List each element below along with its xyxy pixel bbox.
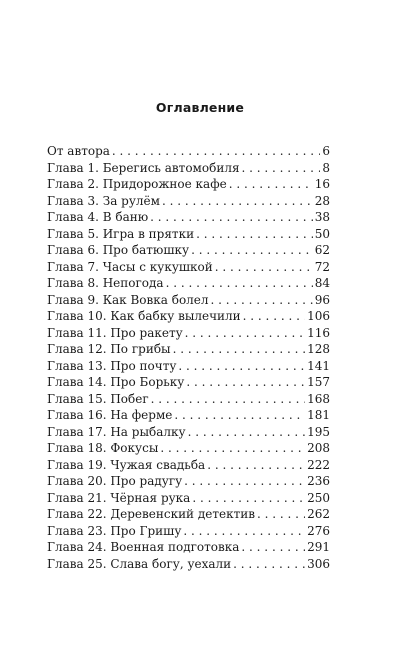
dot-leader — [243, 308, 305, 325]
toc-entry-page-number: 250 — [307, 490, 330, 505]
toc-entry — [47, 440, 330, 457]
toc-entry-title: Глава 2. Придорожное кафе — [47, 177, 227, 191]
toc-entry-title: Глава 10. Как бабку вылечили — [47, 309, 241, 323]
toc-entry — [47, 424, 330, 441]
dot-leader — [185, 325, 305, 342]
dot-leader — [166, 275, 313, 292]
toc-entry-title: Глава 6. Про батюшку — [47, 243, 190, 257]
toc-entry-page-number: 208 — [307, 441, 330, 455]
dot-leader — [191, 242, 313, 259]
toc-entry-title: Глава 7. Часы с кукушкой — [47, 259, 213, 274]
toc-entry-page-number: 168 — [307, 391, 330, 406]
toc-entry — [47, 242, 330, 259]
toc-entry — [47, 523, 330, 540]
toc-entry-page-number: 181 — [307, 408, 330, 422]
dot-leader — [242, 160, 321, 177]
toc-entry — [47, 209, 330, 226]
dot-leader — [233, 556, 305, 573]
toc-entry-page-number: 8 — [322, 160, 330, 175]
toc-entry-title: Глава 4. В баню — [47, 210, 149, 224]
toc-entry-title: Глава 18. Фокусы — [47, 441, 159, 455]
toc-entry-title: Глава 21. Чёрная рука — [47, 490, 191, 505]
toc-entry — [47, 358, 330, 375]
dot-leader — [186, 374, 305, 391]
toc-entry — [47, 259, 330, 276]
toc-entry — [47, 407, 330, 424]
toc-entry-title: Глава 19. Чужая свадьба — [47, 457, 206, 472]
toc-entry — [47, 490, 330, 507]
dot-leader — [207, 457, 305, 474]
toc-entry — [47, 473, 330, 490]
dot-leader — [162, 193, 313, 210]
toc-entry — [47, 506, 330, 523]
toc-entry-page-number: 50 — [314, 226, 330, 241]
dot-leader — [183, 523, 305, 540]
toc-entry-title: Глава 16. На ферме — [47, 408, 173, 422]
toc-entry-page-number: 96 — [314, 292, 330, 307]
dot-leader — [188, 424, 306, 441]
toc-entry-page-number: 306 — [307, 556, 330, 571]
toc-entry-title: Глава 11. Про ракету — [47, 325, 183, 340]
toc-entry-title: Глава 12. По грибы — [47, 342, 171, 356]
toc-entry-page-number: 38 — [314, 210, 330, 224]
dot-leader — [173, 341, 306, 358]
toc-entry — [47, 308, 330, 325]
dot-leader — [150, 209, 313, 226]
dot-leader — [211, 292, 313, 309]
toc-entry — [47, 556, 330, 573]
toc-entry-page-number: 128 — [307, 342, 330, 356]
toc-entry-page-number: 195 — [307, 424, 330, 439]
dot-leader — [174, 407, 305, 424]
toc-entry — [47, 143, 330, 160]
toc-entry-page-number: 28 — [314, 193, 330, 208]
toc-entry-page-number: 6 — [322, 144, 330, 158]
toc-entry-page-number: 276 — [307, 523, 330, 538]
toc-entry-title: Глава 17. На рыбалку — [47, 424, 186, 439]
toc-entry-page-number: 16 — [314, 177, 330, 191]
table-of-contents — [47, 143, 330, 572]
toc-entry — [47, 374, 330, 391]
toc-entry-title: Глава 25. Слава богу, уехали — [47, 556, 232, 571]
toc-entry-page-number: 84 — [314, 276, 330, 290]
toc-entry-title: Глава 8. Непогода — [47, 276, 164, 290]
dot-leader — [241, 539, 305, 556]
toc-entry — [47, 160, 330, 177]
toc-entry-title: Глава 3. За рулём — [47, 193, 160, 208]
toc-entry-title: Глава 14. Про Борьку — [47, 375, 185, 389]
toc-entry-page-number: 116 — [307, 325, 330, 340]
dot-leader — [229, 176, 313, 193]
toc-entry — [47, 176, 330, 193]
toc-entry — [47, 341, 330, 358]
toc-entry — [47, 275, 330, 292]
toc-entry-page-number: 236 — [307, 474, 330, 488]
toc-entry — [47, 391, 330, 408]
toc-entry-title: От автора — [47, 144, 110, 158]
dot-leader — [112, 143, 320, 160]
page-title: Оглавление — [155, 100, 245, 115]
toc-entry-title: Глава 13. Про почту — [47, 358, 177, 373]
toc-entry-title: Глава 22. Деревенский детектив — [47, 507, 255, 521]
dot-leader — [184, 473, 305, 490]
toc-entry — [47, 193, 330, 210]
toc-entry-title: Глава 23. Про Гришу — [47, 523, 182, 538]
dot-leader — [151, 391, 305, 408]
toc-entry — [47, 457, 330, 474]
toc-entry-page-number: 157 — [307, 375, 330, 389]
toc-entry-page-number: 291 — [307, 540, 330, 554]
dot-leader — [215, 259, 313, 276]
dot-leader — [192, 490, 305, 507]
dot-leader — [196, 226, 313, 243]
toc-entry-title: Глава 15. Побег — [47, 391, 149, 406]
dot-leader — [178, 358, 305, 375]
toc-entry — [47, 226, 330, 243]
toc-entry-title: Глава 5. Игра в прятки — [47, 226, 195, 241]
toc-entry-title: Глава 24. Военная подготовка — [47, 540, 240, 554]
toc-entry — [47, 539, 330, 556]
toc-entry-page-number: 106 — [307, 309, 330, 323]
toc-entry — [47, 292, 330, 309]
toc-entry-page-number: 141 — [307, 358, 330, 373]
toc-entry-title: Глава 20. Про радугу — [47, 474, 183, 488]
dot-leader — [160, 440, 305, 457]
toc-entry-title: Глава 9. Как Вовка болел — [47, 292, 209, 307]
toc-entry-page-number: 222 — [307, 457, 330, 472]
toc-entry-page-number: 72 — [314, 259, 330, 274]
toc-entry — [47, 325, 330, 342]
toc-entry-page-number: 262 — [307, 507, 330, 521]
toc-entry-title: Глава 1. Берегись автомобиля — [47, 160, 240, 175]
toc-entry-page-number: 62 — [314, 243, 330, 257]
dot-leader — [257, 506, 305, 523]
